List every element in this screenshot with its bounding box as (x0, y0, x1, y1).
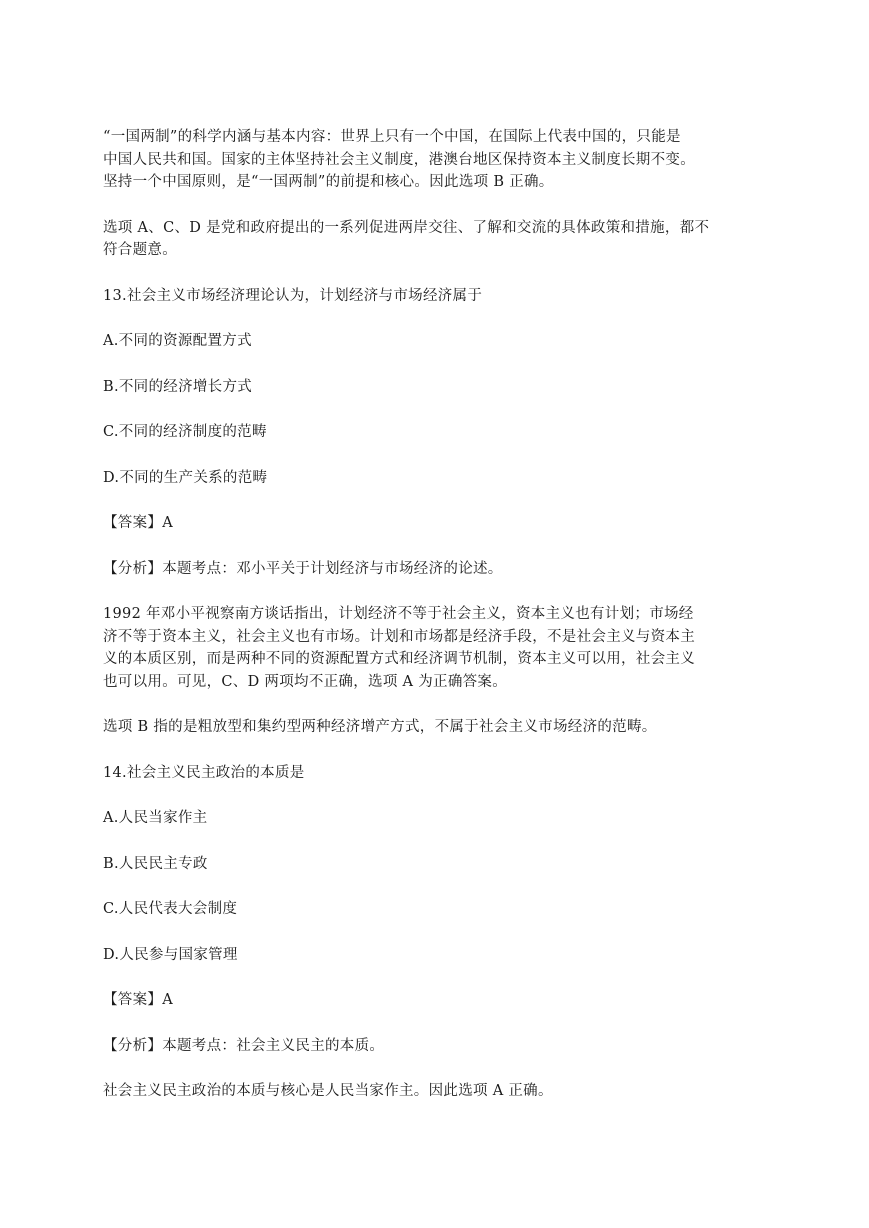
q13-explanation-b: 选项 B 指的是粗放型和集约型两种经济增产方式，不属于社会主义市场经济的范畴。 (103, 719, 657, 735)
q13-option-d: D.不同的生产关系的范畴 (103, 469, 268, 486)
q14-option-c: C.人民代表大会制度 (103, 901, 238, 917)
text-line: 坚持一个中国原则，是“一国两制”的前提和核心。因此选项 B 正确。 (103, 174, 554, 190)
text-line: 选项 A、C、D 是党和政府提出的一系列促进两岸交往、了解和交流的具体政策和措施，都不 (103, 219, 710, 236)
q13-analysis: 【分析】本题考点：邓小平关于计划经济与市场经济的论述。 (103, 560, 503, 577)
text-line: 义的本质区别，而是两种不同的资源配置方式和经济调节机制，资本主义可以用，社会主义 (103, 651, 695, 667)
q14-answer: 【答案】A (103, 992, 173, 1008)
q13-option-b: B.不同的经济增长方式 (103, 378, 253, 395)
q14-explanation: 社会主义民主政治的本质与核心是人民当家作主。因此选项 A 正确。 (103, 1083, 553, 1099)
question-14: 14.社会主义民主政治的本质是 (103, 764, 305, 781)
q13-option-a: A.不同的资源配置方式 (103, 333, 252, 349)
acd-paragraph (103, 217, 743, 262)
text-line: 也可以用。可见，C、D 两项均不正确，选项 A 为正确答案。 (103, 673, 508, 690)
q14-analysis: 【分析】本题考点：社会主义民主的本质。 (103, 1037, 385, 1054)
question-13: 13.社会主义市场经济理论认为，计划经济与市场经济属于 (103, 287, 483, 304)
text-line: 符合题意。 (103, 242, 177, 258)
q13-answer: 【答案】A (103, 515, 173, 531)
q14-option-b: B.人民民主专政 (103, 855, 208, 872)
text-line: 济不等于资本主义，社会主义也有市场。计划和市场都是经济手段，不是社会主义与资本主 (103, 628, 695, 645)
q13-option-c: C.不同的经济制度的范畴 (103, 424, 267, 440)
text-line: 中国人民共和国。国家的主体坚持社会主义制度，港澳台地区保持资本主义制度长期不变。 (103, 151, 695, 168)
text-line: “一国两制”的科学内涵与基本内容：世界上只有一个中国，在国际上代表中国的，只能是 (103, 129, 681, 145)
q14-option-a: A.人民当家作主 (103, 810, 208, 826)
intro-paragraph (103, 126, 743, 194)
q13-explanation (103, 603, 743, 693)
q14-option-d: D.人民参与国家管理 (103, 946, 238, 963)
document-page (103, 126, 743, 1103)
text-line: 1992 年邓小平视察南方谈话指出，计划经济不等于社会主义，资本主义也有计划；市场经 (103, 606, 694, 622)
